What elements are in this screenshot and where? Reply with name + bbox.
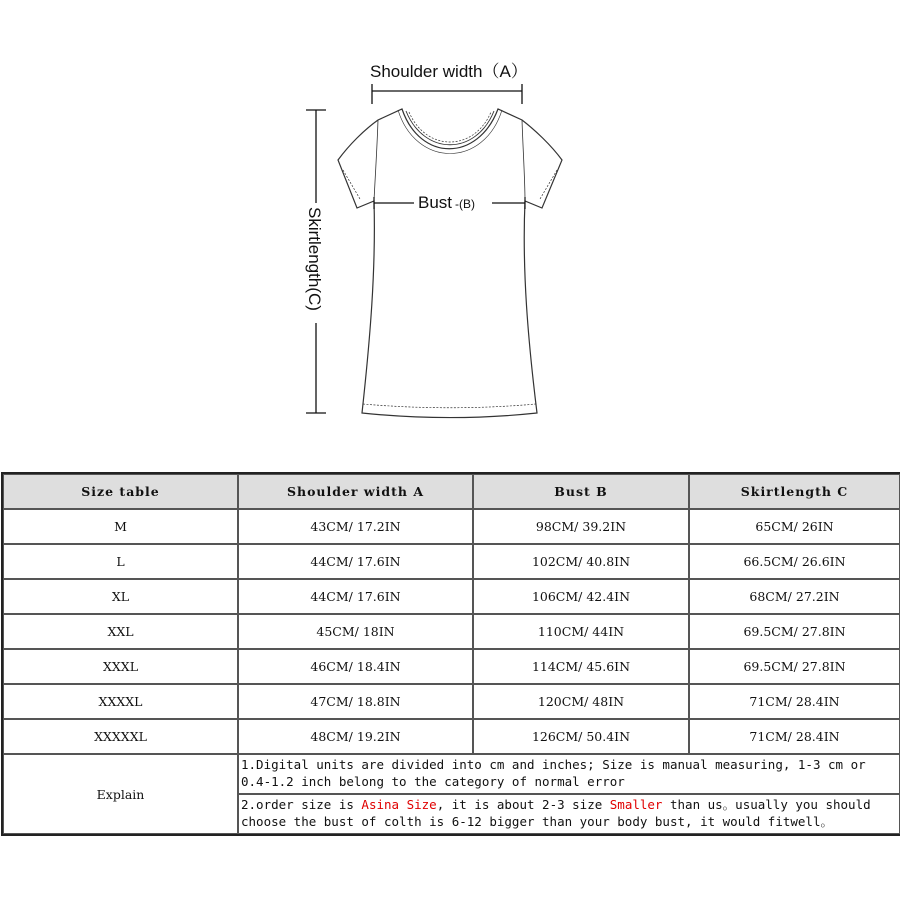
- bust-cell: 120CM/ 48IN: [473, 684, 689, 719]
- shoulder-cell: 43CM/ 17.2IN: [238, 509, 473, 544]
- size-cell: XXXXXL: [3, 719, 238, 754]
- bust-label: Bust: [418, 193, 453, 212]
- shoulder-cell: 44CM/ 17.6IN: [238, 579, 473, 614]
- shoulder-dimension: [372, 84, 522, 104]
- table-row: [3, 684, 900, 719]
- size-table: [1, 472, 900, 836]
- length-cell: 66.5CM/ 26.6IN: [689, 544, 900, 579]
- skirt-length-label: Skirtlength(C): [305, 207, 324, 311]
- bust-cell: 106CM/ 42.4IN: [473, 579, 689, 614]
- note2-red-smaller: Smaller: [609, 797, 663, 812]
- length-cell: 71CM/ 28.4IN: [689, 719, 900, 754]
- shoulder-width-label: Shoulder width（A）: [370, 62, 528, 81]
- bust-cell: 126CM/ 50.4IN: [473, 719, 689, 754]
- table-row: [3, 719, 900, 754]
- bust-cell: 110CM/ 44IN: [473, 614, 689, 649]
- length-cell: 71CM/ 28.4IN: [689, 684, 900, 719]
- header-size: Size table: [3, 474, 238, 509]
- length-cell: 69.5CM/ 27.8IN: [689, 649, 900, 684]
- size-cell: XXL: [3, 614, 238, 649]
- tshirt-measurement-diagram: [0, 0, 900, 440]
- table-row: [3, 509, 900, 544]
- table-row: [3, 544, 900, 579]
- table-row: [3, 649, 900, 684]
- note2-text-2: , it is about 2-3 size: [436, 797, 610, 812]
- shoulder-cell: 47CM/ 18.8IN: [238, 684, 473, 719]
- shoulder-cell: 45CM/ 18IN: [238, 614, 473, 649]
- size-cell: XL: [3, 579, 238, 614]
- table-row: [3, 579, 900, 614]
- shoulder-cell: 44CM/ 17.6IN: [238, 544, 473, 579]
- note2-red-asina-size: Asina Size: [361, 797, 437, 812]
- header-length: Skirtlength C: [689, 474, 900, 509]
- note2-text-1: 2.order size is: [241, 797, 362, 812]
- tshirt-outline: [338, 109, 562, 418]
- table-header-row: [3, 474, 900, 509]
- bust-code-label: -(B): [455, 197, 475, 211]
- shoulder-cell: 48CM/ 19.2IN: [238, 719, 473, 754]
- explain-row-1: [3, 754, 900, 794]
- bust-cell: 98CM/ 39.2IN: [473, 509, 689, 544]
- bust-cell: 102CM/ 40.8IN: [473, 544, 689, 579]
- bust-cell: 114CM/ 45.6IN: [473, 649, 689, 684]
- length-cell: 65CM/ 26IN: [689, 509, 900, 544]
- size-cell: M: [3, 509, 238, 544]
- explain-note-2: [238, 794, 900, 834]
- table-row: [3, 614, 900, 649]
- size-cell: XXXL: [3, 649, 238, 684]
- explain-label: Explain: [3, 754, 238, 834]
- header-bust: Bust B: [473, 474, 689, 509]
- header-shoulder: Shoulder width A: [238, 474, 473, 509]
- shoulder-cell: 46CM/ 18.4IN: [238, 649, 473, 684]
- note2-text-3: than us。usually you should choose the bust of colth is 6-12 bigger than your body bust, it would fitwell。: [241, 797, 871, 829]
- size-cell: XXXXL: [3, 684, 238, 719]
- length-cell: 68CM/ 27.2IN: [689, 579, 900, 614]
- size-cell: L: [3, 544, 238, 579]
- length-cell: 69.5CM/ 27.8IN: [689, 614, 900, 649]
- explain-note-1: 1.Digital units are divided into cm and inches; Size is manual measuring, 1-3 cm or 0.4-1.2 inch belong to the category of normal error: [238, 754, 900, 794]
